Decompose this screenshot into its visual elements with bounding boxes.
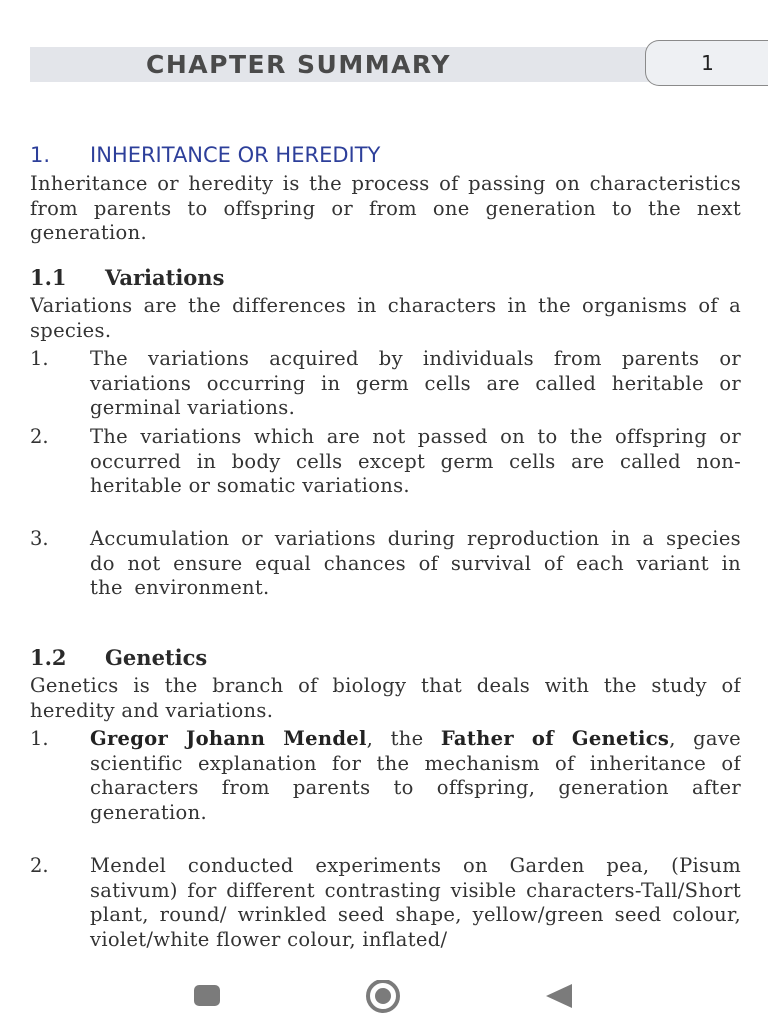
system-navigation-bar [0,970,768,1024]
mendel-name: Gregor Johann Mendel [90,727,367,750]
circle-icon [358,980,408,1014]
list-item-number: 2. [30,854,49,877]
triangle-back-icon [534,980,584,1014]
subsection-heading-variations [30,265,741,291]
list-item-text: Mendel conducted experiments on Garden pea, (Pisum sativum) for different contrasting visible characters-Tall/Short plant, round/ wrinkled seed shape, yellow/green seed colour, violet/white flower colour, inflated/ [90,854,741,951]
list-item [30,727,741,825]
father-of-genetics: Father of Genetics [440,727,670,750]
list-item-number: 2. [30,425,49,448]
list-item-number: 1. [30,347,49,370]
subsection-heading-genetics [30,645,741,671]
variations-definition: Variations are the differences in characters in the organisms of a species. [30,294,741,342]
subsection-title: Variations [105,265,225,290]
list-item-number: 1. [30,727,49,750]
mendel-connector: , the [366,727,441,750]
chapter-summary-title: CHAPTER SUMMARY [146,50,451,79]
list-item-text: Accumulation or variations during reproduction in a species do not ensure equal chances of survival of each variant in the environment. [90,527,741,600]
inheritance-definition: Inheritance or heredity is the process of passing on characteristics from parents to offspring or from one generation to the next generation. [30,172,741,245]
list-item-text: The variations acquired by individuals from parents or variations occurring in germ cells are called heritable or germinal variations. [90,347,741,420]
page-content [30,0,741,970]
recents-button[interactable] [182,980,232,1014]
section-title: INHERITANCE OR HEREDITY [90,143,381,167]
list-item [30,347,741,421]
back-button[interactable] [534,980,584,1014]
subsection-number: 1.2 [30,645,67,670]
list-item-text [90,727,741,825]
home-button[interactable] [358,980,408,1014]
subsection-title: Genetics [105,645,208,670]
mendel-description: , gave scientific explanation for the mechanism of inheritance of characters from parents to offspring, generation after generation. [90,727,741,824]
genetics-definition: Genetics is the branch of biology that deals with the study of heredity and variations. [30,674,741,722]
list-item [30,854,741,952]
square-icon [182,980,232,1014]
subsection-number: 1.1 [30,265,67,290]
list-item-text: The variations which are not passed on to the offspring or occurred in body cells except germ cells are called non-heritable or somatic variations. [90,425,741,498]
section-number: 1. [30,143,51,167]
list-item [30,425,741,499]
list-item-number: 3. [30,527,49,550]
chapter-number: 1 [701,51,714,75]
section-heading-inheritance [30,142,741,168]
list-item [30,527,741,601]
